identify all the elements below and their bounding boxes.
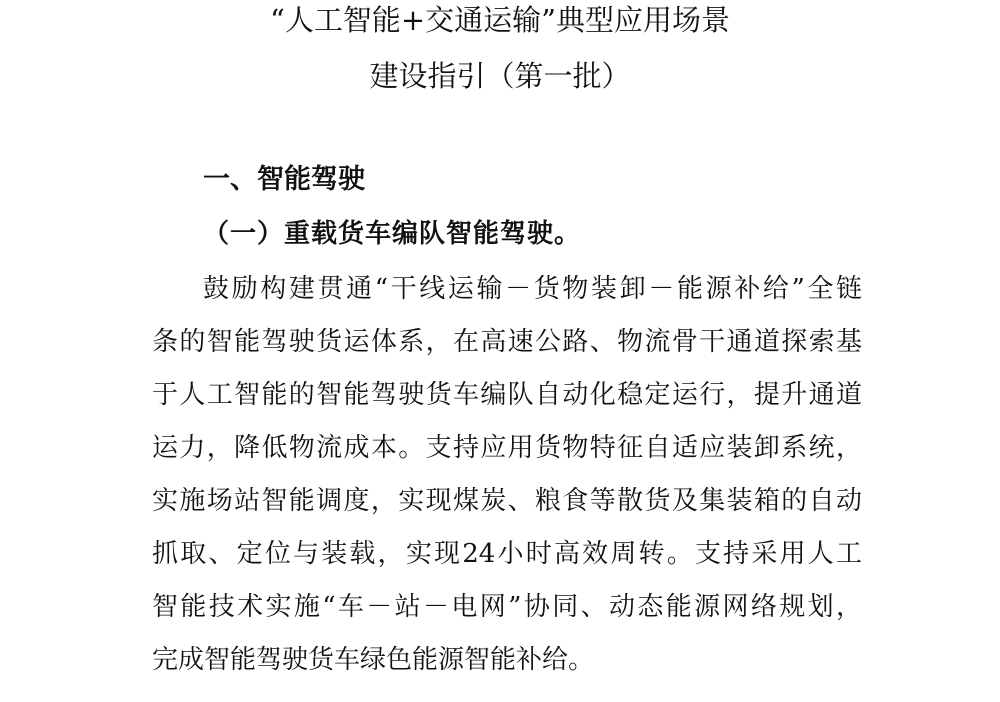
subsection-heading: （一）重载货车编队智能驾驶。 bbox=[203, 219, 582, 249]
paragraph-line: 于人工智能的智能驾驶货车编队自动化稳定运行，提升通道 bbox=[152, 380, 862, 410]
paragraph-line: 完成智能驾驶货车绿色能源智能补给。 bbox=[152, 645, 595, 675]
paragraph-line: 智能技术实施“车－站－电网”协同、动态能源网络规划， bbox=[152, 592, 862, 622]
paragraph-line: 运力，降低物流成本。支持应用货物特征自适应装卸系统， bbox=[152, 433, 862, 463]
section-heading: 一、智能驾驶 bbox=[203, 164, 365, 195]
paragraph-line: 抓取、定位与装载，实现24小时高效周转。支持采用人工 bbox=[152, 539, 862, 569]
paragraph-line: 实施场站智能调度，实现煤炭、粮食等散货及集装箱的自动 bbox=[152, 486, 862, 516]
paragraph-line: 条的智能驾驶货运体系，在高速公路、物流骨干通道探索基 bbox=[152, 327, 862, 357]
paragraph-line: 鼓励构建贯通“干线运输－货物装卸－能源补给”全链 bbox=[203, 274, 862, 304]
document-title-line-1: “人工智能+交通运输”典型应用场景 bbox=[270, 3, 730, 37]
document-title-line-2: 建设指引（第一批） bbox=[369, 59, 631, 93]
